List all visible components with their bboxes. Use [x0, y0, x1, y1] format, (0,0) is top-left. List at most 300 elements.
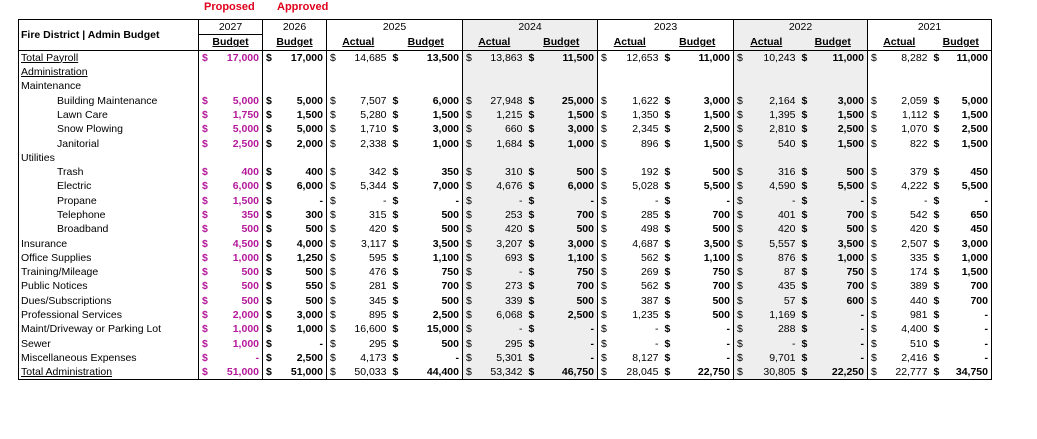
currency-symbol: $ [664, 237, 671, 250]
currency-symbol: $ [199, 236, 211, 250]
amount-value: 5,500 [943, 179, 992, 193]
currency-symbol: $ [664, 94, 671, 107]
amount-value: 253 [475, 208, 526, 222]
amount-value: 1,750 [211, 108, 263, 122]
amount-value: 2,338 [360, 137, 387, 150]
currency-symbol: $ [601, 137, 607, 150]
column-type-header [327, 35, 390, 50]
amount-value: 5,000 [211, 93, 263, 107]
amount-value: 4,400 [901, 323, 928, 336]
amount-value: 660 [475, 122, 526, 136]
amount-value: 1,500 [275, 108, 327, 122]
amount-value: 400 [211, 165, 263, 179]
currency-symbol: $ [526, 365, 538, 380]
empty-cell [339, 65, 390, 79]
empty-cell [275, 79, 327, 93]
currency-symbol: $ [868, 50, 880, 65]
amount-value: 389 [909, 280, 928, 293]
currency-symbol: $ [266, 166, 272, 179]
currency-symbol: $ [871, 223, 877, 236]
empty-cell [475, 79, 526, 93]
amount-value: 420 [746, 222, 799, 236]
amount-value: 2,500 [674, 122, 734, 136]
column-type-header [526, 35, 598, 50]
row-label: Sewer [19, 337, 199, 351]
amount-value: 1,500 [811, 136, 868, 150]
currency-symbol: $ [933, 294, 940, 307]
amount-value: - [655, 323, 659, 336]
currency-symbol: $ [330, 137, 336, 150]
empty-cell [799, 151, 811, 165]
amount-value: 1,100 [402, 251, 463, 265]
amount-value: 700 [674, 208, 734, 222]
currency-symbol: $ [463, 337, 475, 351]
currency-symbol: $ [664, 251, 671, 264]
amount-value: 2,500 [943, 122, 992, 136]
amount-value: 2,810 [746, 122, 799, 136]
currency-symbol: $ [463, 251, 475, 265]
amount-value: - [811, 322, 868, 336]
column-type-header [263, 35, 327, 50]
currency-symbol: $ [933, 194, 940, 207]
currency-symbol: $ [392, 209, 399, 221]
currency-symbol: $ [327, 365, 339, 380]
amount-value: - [746, 194, 799, 208]
currency-symbol: $ [330, 280, 336, 293]
empty-cell [943, 79, 992, 93]
amount-value: - [811, 308, 868, 322]
row-label: Total Payroll [19, 50, 199, 65]
empty-cell [327, 65, 339, 79]
empty-cell [402, 65, 463, 79]
currency-symbol: $ [330, 94, 336, 107]
currency-symbol: $ [526, 222, 538, 236]
currency-symbol: $ [199, 194, 211, 208]
amount-value: 550 [275, 279, 327, 293]
currency-symbol: $ [601, 209, 607, 221]
currency-symbol: $ [734, 365, 746, 380]
currency-symbol: $ [266, 137, 272, 150]
currency-symbol: $ [330, 209, 336, 221]
amount-value: 9,701 [746, 351, 799, 365]
amount-value: 174 [909, 266, 928, 279]
amount-value: 500 [402, 208, 463, 222]
currency-symbol: $ [933, 266, 940, 279]
amount-value: 5,500 [674, 179, 734, 193]
currency-symbol: $ [799, 93, 811, 107]
amount-value: 500 [402, 294, 463, 308]
budget-label: Budget [814, 36, 851, 49]
column-type-header [390, 35, 463, 50]
currency-symbol: $ [266, 337, 272, 350]
amount-value: 285 [640, 209, 659, 221]
currency-symbol: $ [526, 136, 538, 150]
currency-symbol: $ [871, 180, 877, 193]
row-label: Administration [19, 65, 199, 79]
amount-value: 500 [674, 294, 734, 308]
currency-symbol: $ [799, 179, 811, 193]
amount-value: 5,280 [360, 108, 387, 121]
amount-value: 435 [746, 279, 799, 293]
currency-symbol: $ [664, 351, 671, 364]
currency-symbol: $ [601, 266, 607, 279]
currency-symbol: $ [199, 365, 211, 380]
budget-label: Budget [942, 36, 979, 49]
currency-symbol: $ [799, 351, 811, 365]
currency-symbol: $ [799, 208, 811, 222]
amount-value: 4,000 [275, 236, 327, 250]
amount-value: 500 [211, 294, 263, 308]
currency-symbol: $ [933, 251, 940, 264]
empty-cell [538, 151, 598, 165]
empty-cell [880, 151, 931, 165]
currency-symbol: $ [601, 194, 607, 207]
currency-symbol: $ [601, 237, 607, 250]
currency-symbol: $ [330, 166, 336, 179]
budget-sheet [18, 0, 992, 380]
amount-value: 273 [475, 279, 526, 293]
amount-value: 1,622 [632, 94, 659, 107]
amount-value: 476 [368, 266, 387, 279]
empty-cell [211, 79, 263, 93]
amount-value: 1,000 [211, 322, 263, 336]
empty-cell [662, 79, 674, 93]
currency-symbol: $ [526, 179, 538, 193]
amount-value: - [538, 351, 598, 365]
currency-symbol: $ [392, 166, 399, 179]
empty-cell [538, 65, 598, 79]
empty-cell [734, 151, 746, 165]
budget-label: Budget [212, 36, 249, 49]
empty-cell [662, 65, 674, 79]
row-label: Snow Plowing [19, 122, 199, 136]
currency-symbol: $ [199, 251, 211, 265]
currency-symbol: $ [263, 50, 275, 65]
currency-symbol: $ [933, 223, 940, 236]
amount-value: 5,000 [275, 122, 327, 136]
amount-value: - [402, 351, 463, 365]
empty-cell [463, 151, 475, 165]
currency-symbol: $ [734, 308, 746, 322]
amount-value: 1,100 [538, 251, 598, 265]
empty-cell [931, 151, 943, 165]
amount-value: - [943, 322, 992, 336]
currency-symbol: $ [463, 108, 475, 122]
amount-value: 1,000 [943, 251, 992, 265]
currency-symbol: $ [664, 294, 671, 307]
amount-value: 750 [402, 265, 463, 279]
amount-value: 1,169 [746, 308, 799, 322]
table-row [19, 365, 992, 380]
currency-symbol: $ [933, 351, 940, 364]
currency-symbol: $ [199, 165, 211, 179]
currency-symbol: $ [734, 122, 746, 136]
currency-symbol: $ [799, 222, 811, 236]
amount-value: 288 [746, 322, 799, 336]
amount-value: 13,500 [402, 50, 463, 65]
currency-symbol: $ [266, 108, 272, 121]
amount-value: - [924, 194, 928, 207]
currency-symbol: $ [330, 323, 336, 336]
currency-symbol: $ [933, 137, 940, 150]
amount-value: 2,000 [275, 136, 327, 150]
empty-cell [598, 79, 610, 93]
currency-symbol: $ [330, 237, 336, 250]
amount-value: 6,000 [538, 179, 598, 193]
empty-cell [746, 79, 799, 93]
amount-value: 896 [640, 137, 659, 150]
amount-value: 693 [475, 251, 526, 265]
empty-cell [199, 151, 211, 165]
amount-value: 895 [368, 309, 387, 322]
amount-value: - [674, 337, 734, 351]
row-label: Telephone [19, 208, 199, 222]
amount-value: 16,600 [354, 323, 387, 336]
currency-symbol: $ [392, 351, 399, 364]
empty-cell [263, 79, 275, 93]
amount-value: 2,500 [402, 308, 463, 322]
actual-label: Actual [478, 36, 511, 49]
amount-value: 46,750 [538, 365, 598, 380]
amount-value: 1,235 [632, 309, 659, 322]
actual-label: Actual [883, 36, 916, 49]
amount-value: 3,000 [674, 93, 734, 107]
amount-value: 4,676 [475, 179, 526, 193]
empty-cell [526, 151, 538, 165]
currency-symbol: $ [868, 365, 880, 380]
currency-symbol: $ [199, 308, 211, 322]
amount-value: 420 [909, 223, 928, 236]
amount-value: 440 [909, 294, 928, 307]
amount-value: 28,045 [610, 365, 662, 380]
currency-symbol: $ [664, 123, 671, 136]
currency-symbol: $ [327, 50, 339, 65]
currency-symbol: $ [266, 94, 272, 107]
amount-value: 420 [475, 222, 526, 236]
amount-value: 57 [746, 294, 799, 308]
amount-value: 22,777 [880, 365, 931, 380]
currency-symbol: $ [662, 365, 674, 380]
empty-cell [799, 79, 811, 93]
amount-value: 540 [746, 136, 799, 150]
empty-cell [880, 79, 931, 93]
amount-value: 1,500 [943, 265, 992, 279]
year-header-2023: 2023 [598, 20, 734, 35]
currency-symbol: $ [392, 266, 399, 279]
amount-value: 4,687 [632, 237, 659, 250]
currency-symbol: $ [330, 294, 336, 307]
currency-symbol: $ [392, 94, 399, 107]
amount-value: 300 [275, 208, 327, 222]
currency-symbol: $ [664, 180, 671, 193]
currency-symbol: $ [463, 222, 475, 236]
amount-value: 315 [368, 209, 387, 221]
currency-symbol: $ [199, 337, 211, 351]
row-label: Miscellaneous Expenses [19, 351, 199, 365]
amount-value: - [402, 194, 463, 208]
actual-label: Actual [750, 36, 783, 49]
amount-value: 281 [368, 280, 387, 293]
amount-value: 562 [640, 251, 659, 264]
currency-symbol: $ [330, 266, 336, 279]
empty-cell [868, 79, 880, 93]
amount-value: 1,215 [475, 108, 526, 122]
amount-value: 8,127 [632, 351, 659, 364]
amount-value: 51,000 [211, 365, 263, 380]
currency-symbol: $ [734, 179, 746, 193]
row-label: Janitorial [19, 136, 199, 150]
amount-value: 1,500 [943, 136, 992, 150]
table-row [19, 122, 992, 136]
currency-symbol: $ [871, 323, 877, 336]
amount-value: 400 [275, 165, 327, 179]
table-row [19, 322, 992, 336]
amount-value: 700 [402, 279, 463, 293]
amount-value: 1,684 [475, 136, 526, 150]
column-type-header [662, 35, 734, 50]
currency-symbol: $ [330, 108, 336, 121]
amount-value: - [943, 337, 992, 351]
empty-cell [339, 79, 390, 93]
currency-symbol: $ [799, 322, 811, 336]
amount-value: 51,000 [275, 365, 327, 380]
amount-value: 542 [909, 209, 928, 221]
amount-value: 1,000 [275, 322, 327, 336]
row-label: Professional Services [19, 308, 199, 322]
empty-cell [674, 151, 734, 165]
amount-value: 650 [943, 208, 992, 222]
amount-value: - [655, 337, 659, 350]
empty-cell [390, 79, 402, 93]
amount-value: 22,750 [674, 365, 734, 380]
currency-symbol: $ [266, 351, 272, 364]
currency-symbol: $ [266, 194, 272, 207]
amount-value: 700 [538, 279, 598, 293]
row-label: Maintenance [19, 79, 199, 93]
empty-cell [463, 65, 475, 79]
amount-value: 2,500 [811, 122, 868, 136]
empty-cell [674, 65, 734, 79]
currency-symbol: $ [526, 279, 538, 293]
amount-value: 6,068 [475, 308, 526, 322]
table-row [19, 308, 992, 322]
currency-symbol: $ [463, 50, 475, 65]
table-row [19, 165, 992, 179]
empty-cell [327, 79, 339, 93]
currency-symbol: $ [871, 337, 877, 350]
amount-value: 700 [811, 279, 868, 293]
table-row [19, 337, 992, 351]
empty-cell [868, 151, 880, 165]
currency-symbol: $ [601, 280, 607, 293]
amount-value: 600 [811, 294, 868, 308]
currency-symbol: $ [664, 209, 671, 221]
currency-symbol: $ [266, 280, 272, 293]
currency-symbol: $ [799, 365, 811, 380]
amount-value: 500 [211, 265, 263, 279]
amount-value: 510 [909, 337, 928, 350]
currency-symbol: $ [601, 251, 607, 264]
currency-symbol: $ [266, 294, 272, 307]
amount-value: 1,500 [811, 108, 868, 122]
amount-value: 15,000 [402, 322, 463, 336]
currency-symbol: $ [734, 165, 746, 179]
table-row [19, 136, 992, 150]
currency-symbol: $ [601, 351, 607, 364]
currency-symbol: $ [871, 137, 877, 150]
currency-symbol: $ [799, 108, 811, 122]
amount-value: - [538, 337, 598, 351]
currency-symbol: $ [799, 308, 811, 322]
currency-symbol: $ [199, 179, 211, 193]
currency-symbol: $ [799, 165, 811, 179]
currency-symbol: $ [933, 209, 940, 221]
empty-cell [526, 65, 538, 79]
currency-symbol: $ [871, 94, 877, 107]
table-row [19, 65, 992, 79]
empty-cell [526, 79, 538, 93]
currency-symbol: $ [266, 266, 272, 279]
empty-cell [662, 151, 674, 165]
currency-symbol: $ [734, 265, 746, 279]
amount-value: 10,243 [746, 50, 799, 65]
empty-cell [275, 65, 327, 79]
amount-value: 500 [674, 222, 734, 236]
row-label: Trash [19, 165, 199, 179]
amount-value: 87 [746, 265, 799, 279]
amount-value: - [746, 337, 799, 351]
amount-value: 3,000 [538, 122, 598, 136]
currency-symbol: $ [664, 280, 671, 293]
year-header-2026: 2026 [263, 20, 327, 35]
amount-value: 562 [640, 280, 659, 293]
amount-value: 53,342 [475, 365, 526, 380]
amount-value: 1,112 [902, 108, 928, 121]
amount-value: 500 [811, 165, 868, 179]
amount-value: 11,000 [943, 50, 992, 65]
amount-value: 500 [402, 222, 463, 236]
currency-symbol: $ [734, 108, 746, 122]
amount-value: 3,000 [538, 236, 598, 250]
currency-symbol: $ [199, 322, 211, 336]
currency-symbol: $ [664, 323, 671, 336]
amount-value: 700 [943, 294, 992, 308]
currency-symbol: $ [933, 94, 940, 107]
column-flags [18, 0, 992, 19]
currency-symbol: $ [526, 265, 538, 279]
amount-value: 1,000 [211, 251, 263, 265]
amount-value: 1,000 [402, 136, 463, 150]
currency-symbol: $ [871, 194, 877, 207]
amount-value: 450 [943, 222, 992, 236]
amount-value: - [475, 194, 526, 208]
currency-symbol: $ [526, 308, 538, 322]
column-type-header [931, 35, 992, 50]
amount-value: 595 [368, 251, 387, 264]
empty-cell [538, 79, 598, 93]
amount-value: 822 [909, 137, 928, 150]
currency-symbol: $ [463, 308, 475, 322]
header-years-row [19, 20, 992, 35]
currency-symbol: $ [799, 194, 811, 208]
currency-symbol: $ [526, 208, 538, 222]
actual-label: Actual [342, 36, 375, 49]
currency-symbol: $ [199, 122, 211, 136]
currency-symbol: $ [463, 322, 475, 336]
empty-cell [199, 65, 211, 79]
amount-value: - [275, 337, 327, 351]
currency-symbol: $ [931, 50, 943, 65]
